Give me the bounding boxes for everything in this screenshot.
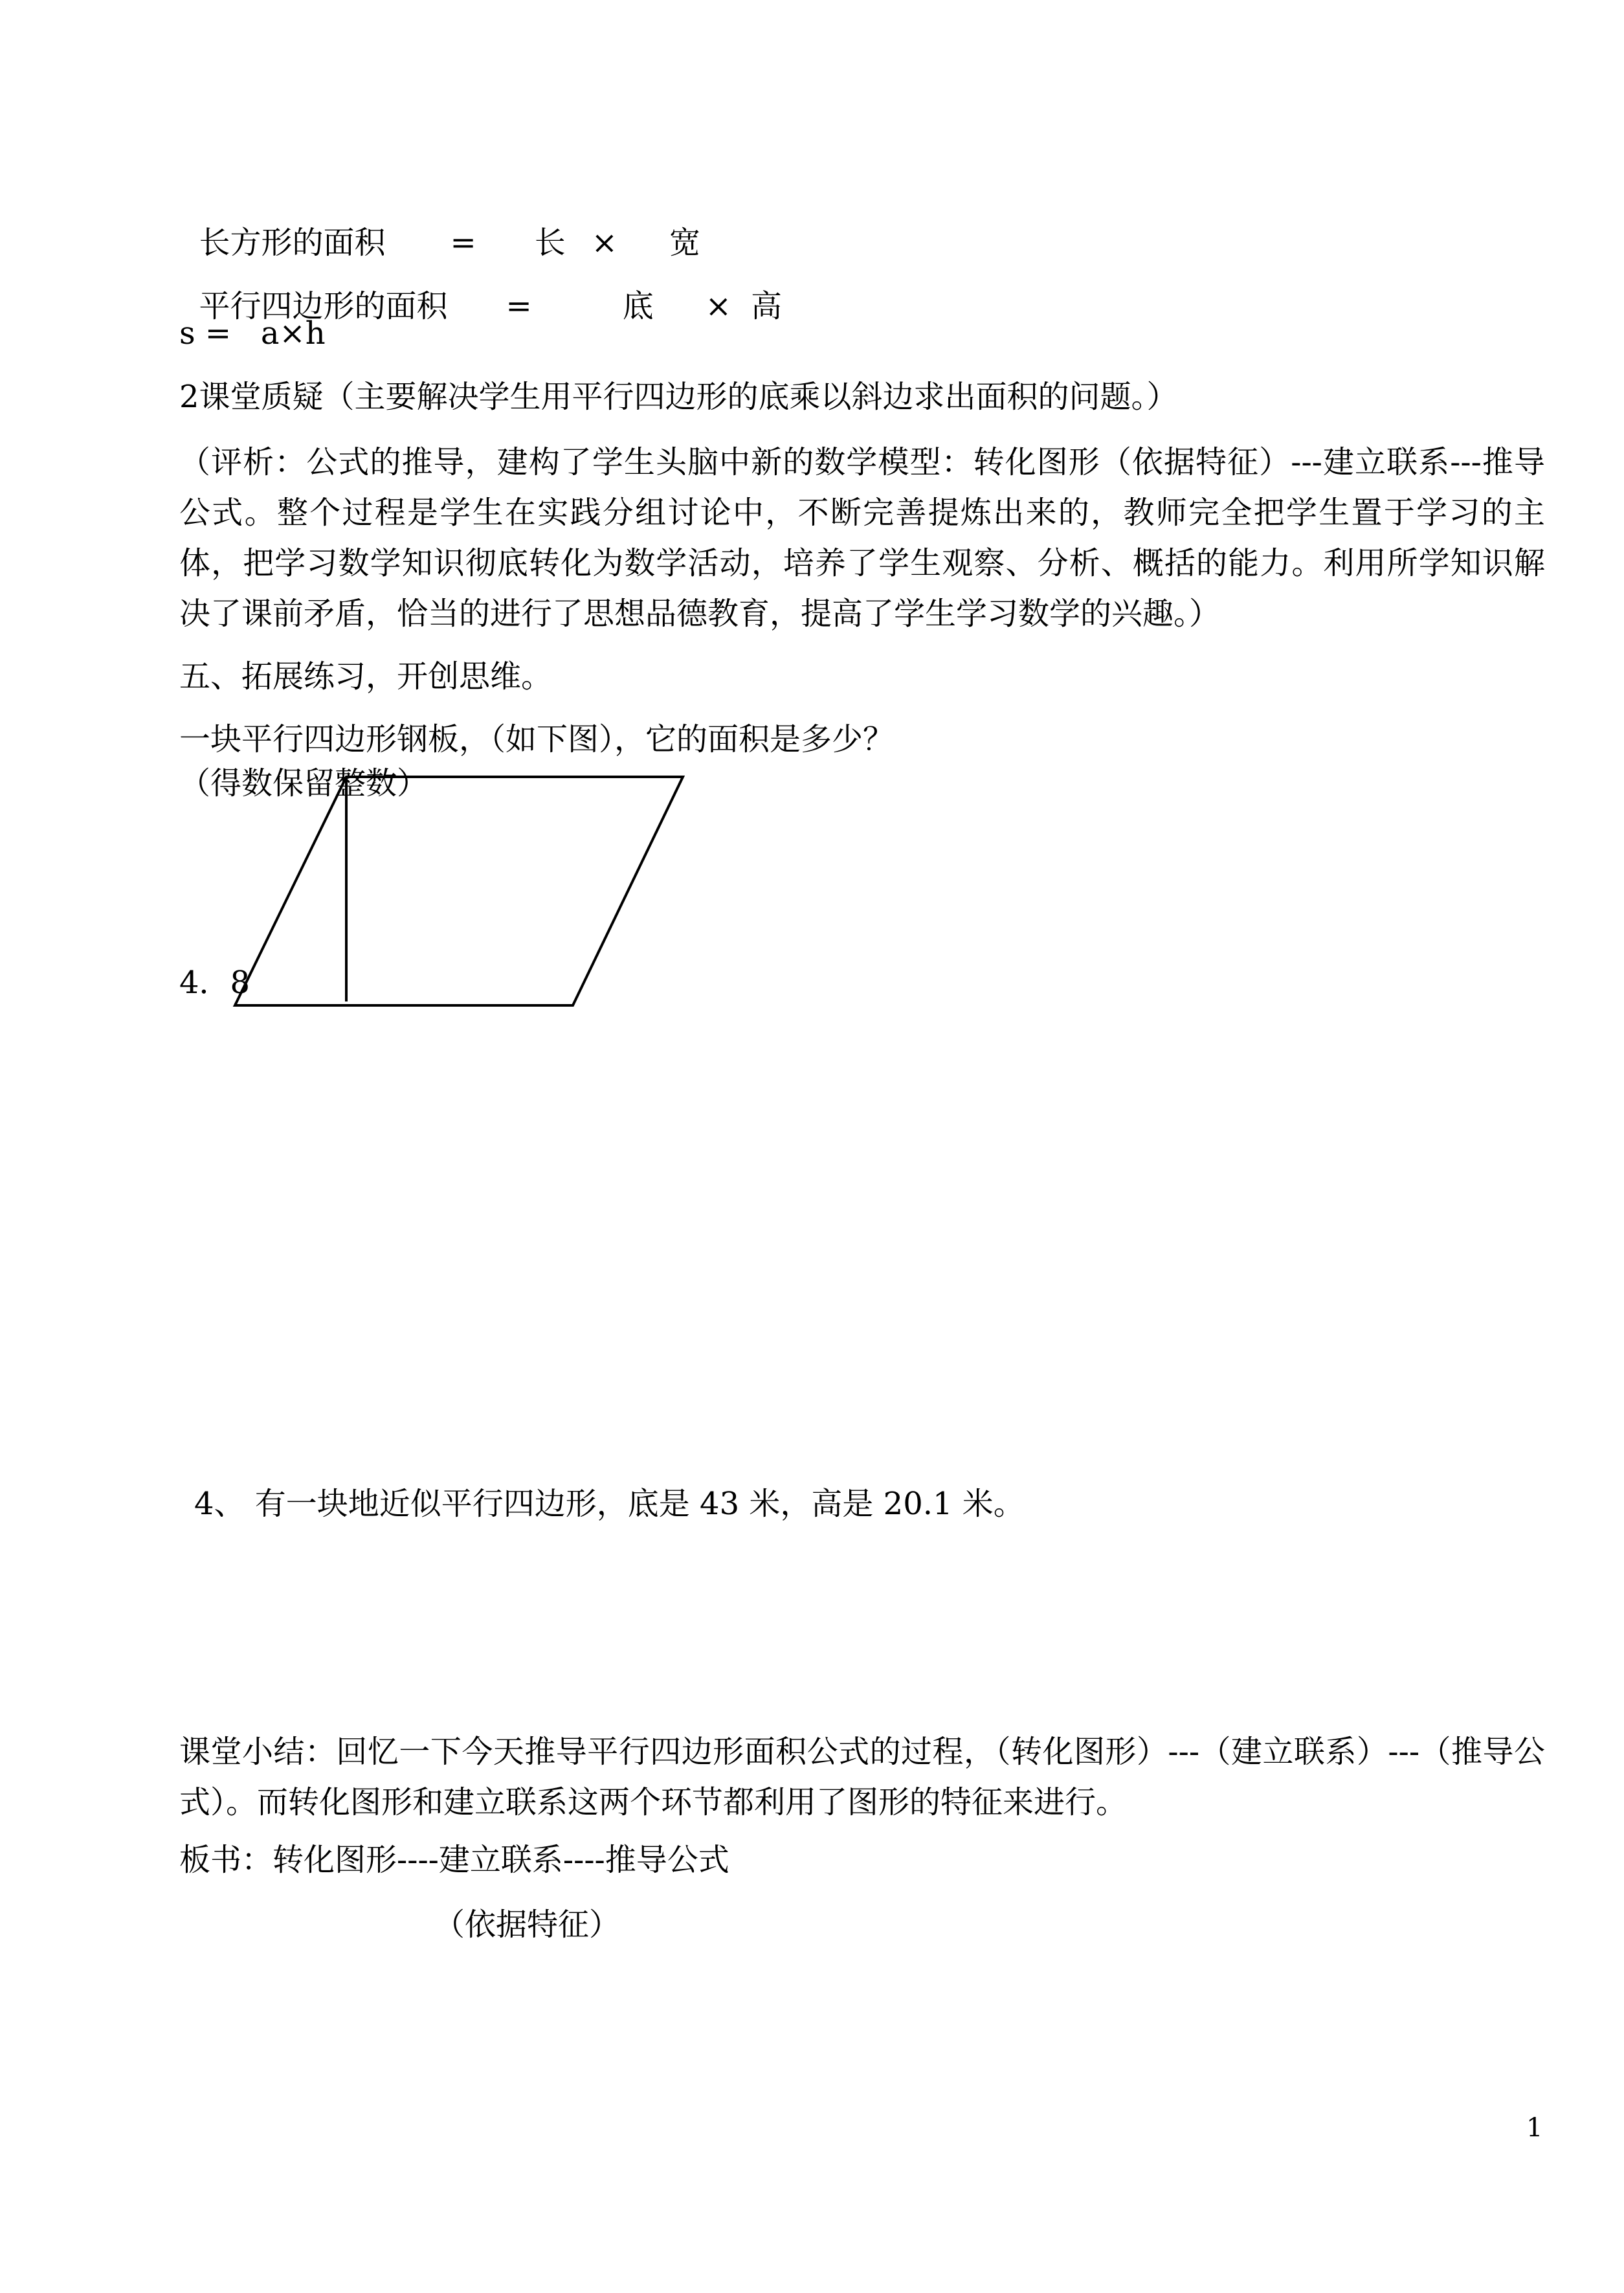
term-length: 长 (534, 225, 566, 261)
figure-label: 4．8 (179, 965, 250, 1001)
board-text: 板书：转化图形----建立联系----推导公式 (179, 1842, 729, 1878)
term-base: 底 (622, 288, 654, 324)
board-note: （依据特征） (434, 1907, 621, 1943)
equals-sign: = (506, 288, 532, 324)
analysis-paragraph: （评析：公式的推导，建构了学生头脑中新的数学模型：转化图形（依据特征）---建立联系---推导公式。整个过程是学生在实践分组讨论中，不断完善提炼出来的，教师完全把学生置于学习的主体，把学习数学知识彻底转化为数学活动，培养了学生观察、分析、概括的能力。利用所学知识解决了课前矛盾，恰当的进行了思想品德教育，提高了学生学习数学的兴趣。） (179, 444, 1545, 632)
times-sign: × (591, 225, 617, 261)
term-height: 高 (750, 288, 782, 324)
formula-name: 平行四边形的面积 (199, 288, 448, 324)
parallelogram-figure (230, 774, 696, 1013)
exercise-note: （得数保留整数） (179, 765, 428, 801)
term-width: 宽 (669, 225, 700, 261)
times-sign: × (705, 288, 731, 324)
equals-sign: = (450, 225, 476, 261)
section-heading: 五、拓展练习，开创思维。 (179, 658, 553, 695)
formula-symbolic: s = a×h (179, 315, 326, 352)
page-number: 1 (1526, 2113, 1543, 2143)
formula-name: 长方形的面积 (199, 225, 386, 261)
problem-4: 4、 有一块地近似平行四边形，底是 43 米，高是 20.1 米。 (194, 1486, 1025, 1522)
exercise-text: 一块平行四边形钢板，（如下图），它的面积是多少？ (179, 721, 895, 757)
question-paragraph: 2课堂质疑（主要解决学生用平行四边形的底乘以斜边求出面积的问题。） (179, 379, 1178, 415)
summary-paragraph: 课堂小结：回忆一下今天推导平行四边形面积公式的过程，（转化图形）---（建立联系）---（推导公式）。而转化图形和建立联系这两个环节都利用了图形的特征来进行。 (179, 1734, 1545, 1820)
parallelogram-outline (235, 777, 683, 1005)
